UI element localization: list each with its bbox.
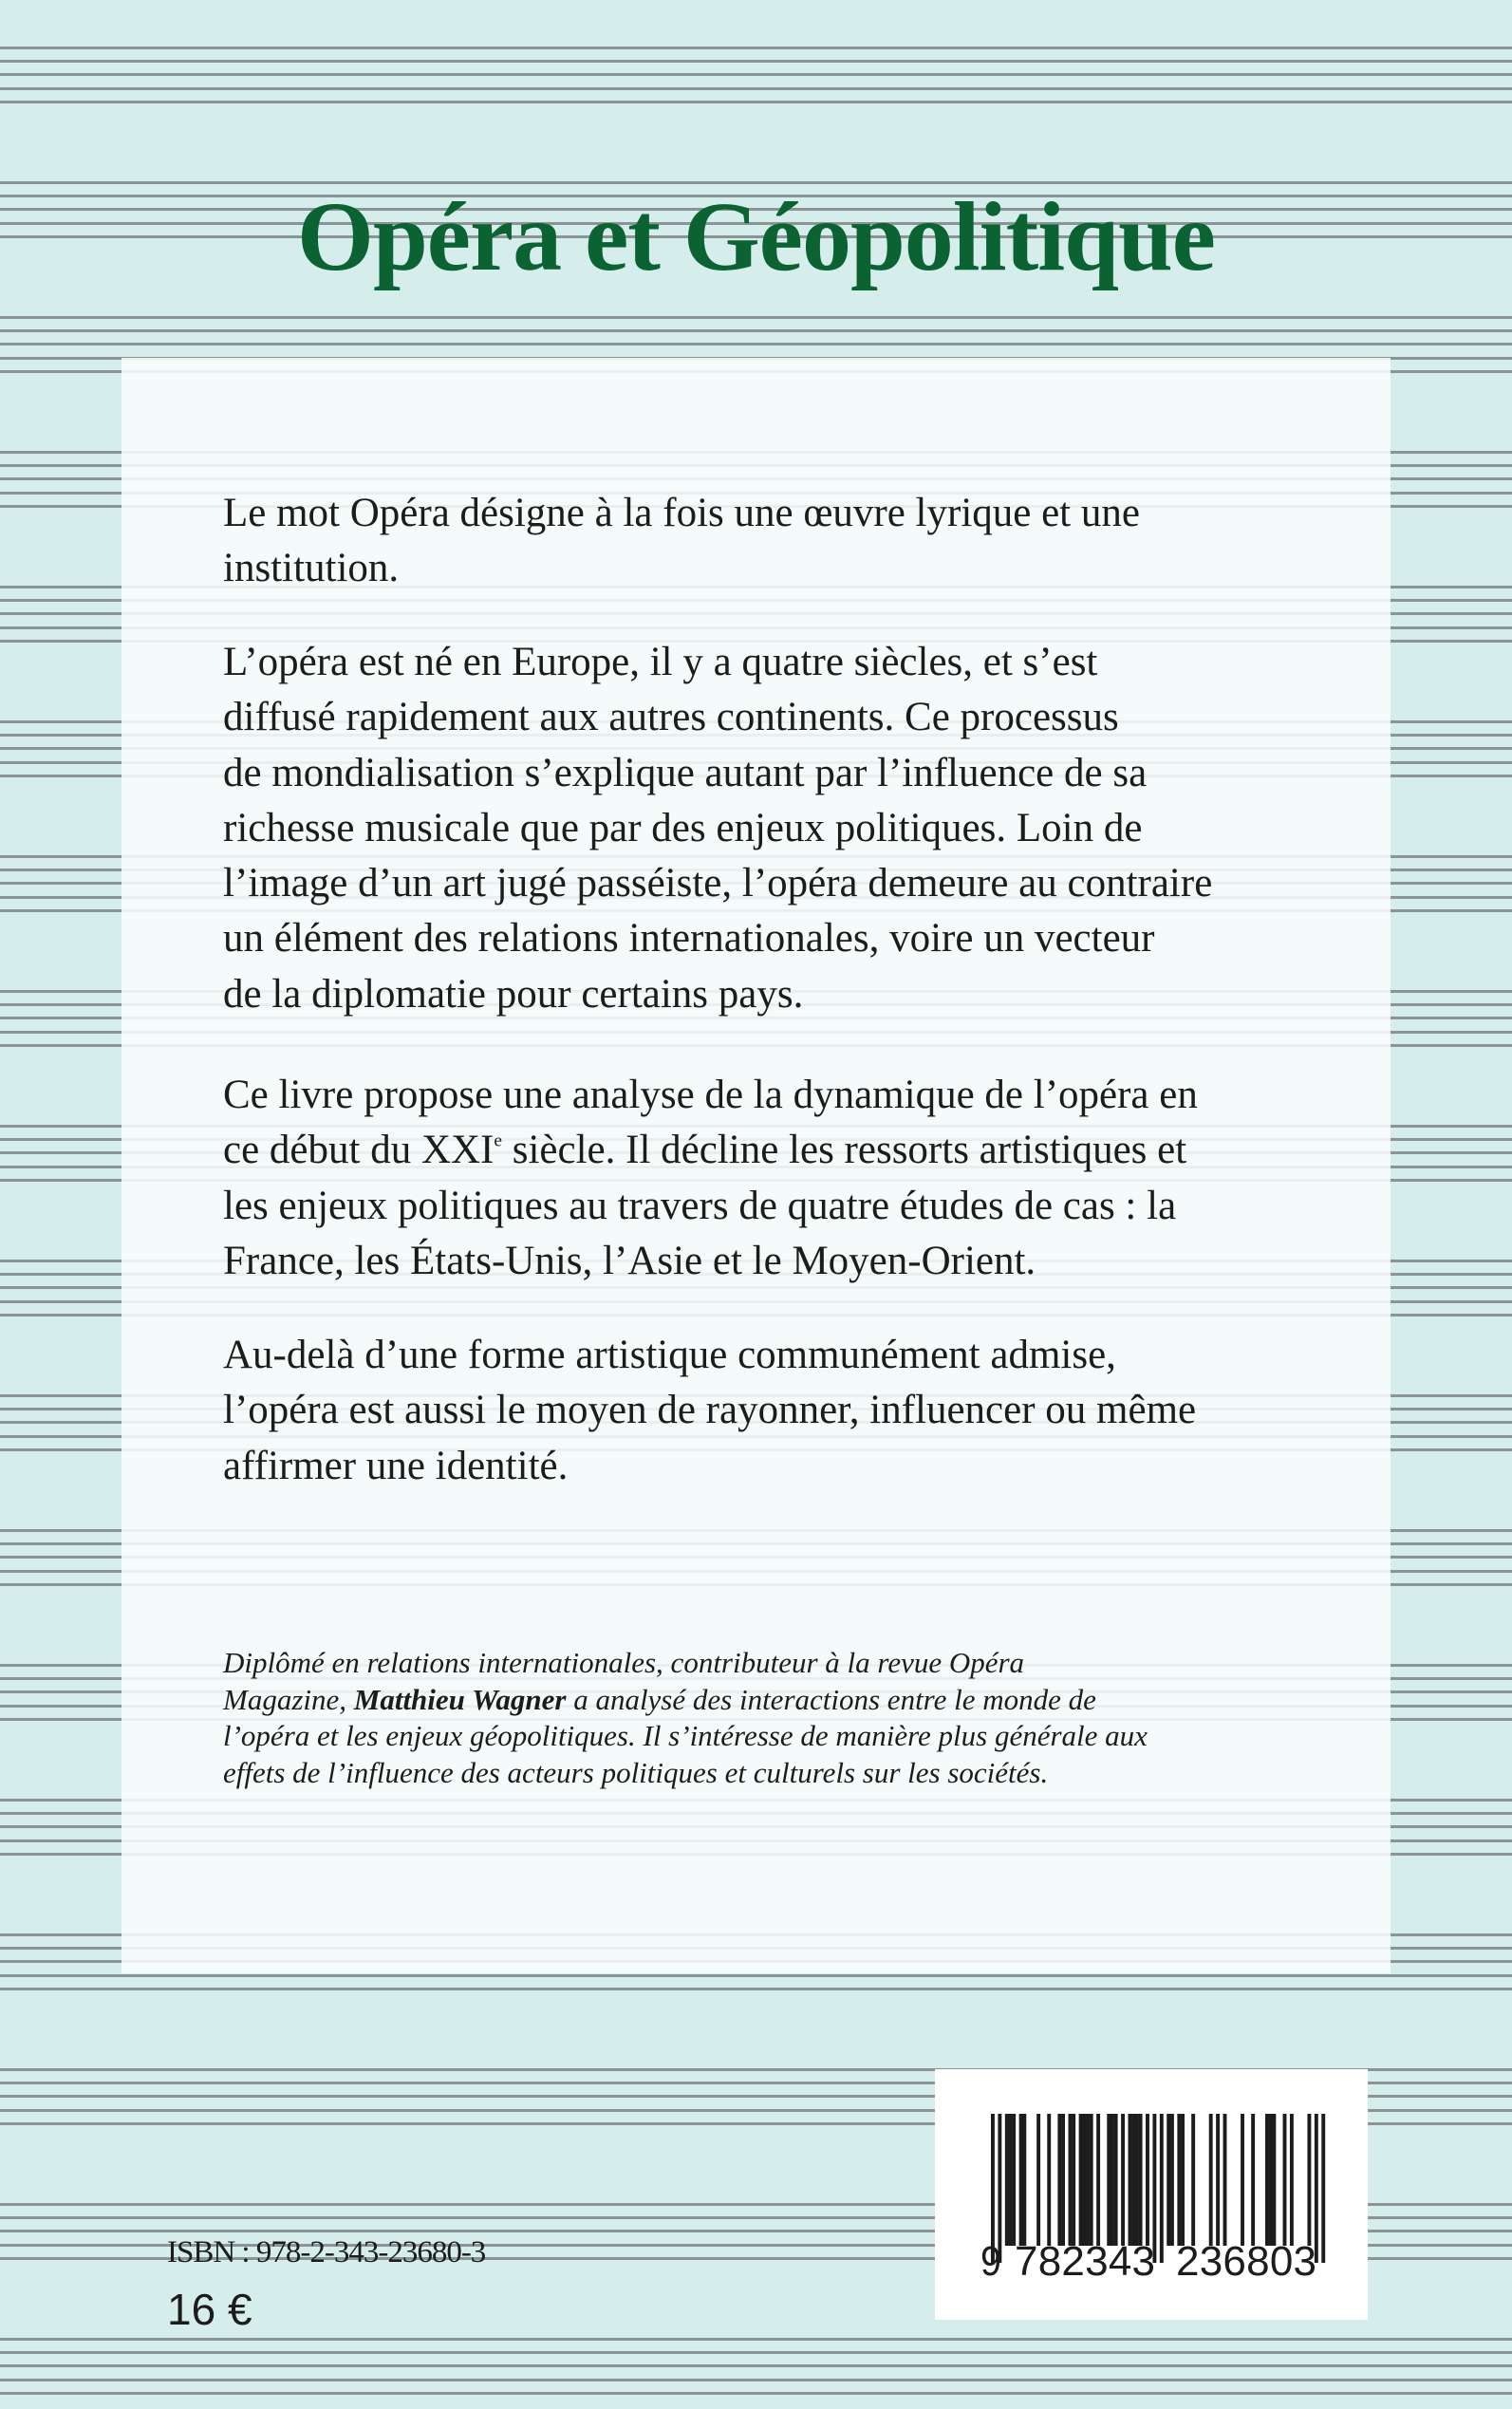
- barcode-bar: [1079, 2114, 1083, 2246]
- barcode-bar: [1177, 2114, 1181, 2246]
- barcode-bar: [1082, 2114, 1086, 2246]
- barcode-bar: [1019, 2114, 1023, 2246]
- barcode-bar: [1181, 2114, 1185, 2246]
- barcode-bar: [1129, 2114, 1132, 2246]
- barcode-bar: [1086, 2114, 1090, 2246]
- isbn-label: ISBN : 978-2-343-23680-3: [167, 2235, 486, 2269]
- blurb-paragraph-2: [223, 635, 1288, 1022]
- barcode-bar: [1251, 2114, 1255, 2246]
- barcode-bar: [1072, 2114, 1075, 2246]
- author-bio: [223, 1645, 1288, 1791]
- staff-line: [0, 343, 1512, 345]
- staff-line: [0, 101, 1512, 103]
- text-line: Diplômé en relations internationales, contributeur à la revue Opéra: [223, 1646, 1025, 1679]
- text-line: diffusé rapidement aux autres continents. Ce processus: [223, 695, 1119, 740]
- text-line: effets de l’influence des acteurs politiques et culturels sur les sociétés.: [223, 1755, 1049, 1789]
- staff-line: [0, 60, 1512, 63]
- text-line: France, les États-Unis, l’Asie et le Moyen-Orient.: [223, 1238, 1036, 1283]
- text-segment: ce début du XXI: [223, 1128, 495, 1173]
- text-line: institution.: [223, 546, 400, 591]
- text-line: de la diplomatie pour certains pays.: [223, 971, 804, 1017]
- barcode-bar: [1139, 2114, 1143, 2246]
- barcode-bar: [1009, 2114, 1013, 2246]
- barcode-bar: [1146, 2114, 1149, 2246]
- barcode-bar: [1135, 2114, 1139, 2246]
- barcode-bar: [1272, 2114, 1276, 2246]
- text-line: Ce livre propose une analyse de la dynamique de l’opéra en: [223, 1073, 1198, 1117]
- staff-line: [0, 2338, 1512, 2341]
- staff-line: [0, 329, 1512, 332]
- staff-line: [0, 87, 1512, 90]
- staff-line: [0, 2364, 1512, 2367]
- barcode-bar: [1111, 2114, 1114, 2246]
- author-name: Matthieu Wagner: [353, 1682, 567, 1716]
- barcode-bar: [1096, 2114, 1100, 2246]
- book-title: Opéra et Géopolitique: [297, 181, 1215, 291]
- text-line: l’opéra est aussi le moyen de rayonner, influencer ou même: [223, 1388, 1197, 1433]
- barcode-bar: [1216, 2114, 1220, 2246]
- barcode-bar: [1283, 2114, 1287, 2246]
- barcode-bar: [1209, 2114, 1213, 2246]
- text-line: [223, 1123, 1288, 1178]
- staff-line: [0, 2379, 1512, 2381]
- barcode-bar: [1307, 2114, 1311, 2246]
- blurb-paragraph-4: [223, 1328, 1288, 1494]
- text-segment: siècle. Il décline les ressorts artistiques et: [501, 1128, 1187, 1173]
- barcode-bar: [1061, 2114, 1065, 2246]
- blurb-paragraph-1: [223, 486, 1288, 597]
- text-segment: Magazine,: [223, 1682, 354, 1716]
- text-line: L’opéra est né en Europe, il y a quatre siècles, et s’est: [223, 640, 1098, 684]
- staff-line: [0, 47, 1512, 49]
- barcode-bar: [1090, 2114, 1093, 2246]
- barcode-bar: [1036, 2114, 1040, 2246]
- barcode-bar: [1114, 2114, 1118, 2246]
- barcode-bar: [1290, 2114, 1294, 2246]
- barcode-left-digits: 782343: [1015, 2238, 1155, 2285]
- text-line: l’opéra et les enjeux géopolitiques. Il s’intéresse de manière plus générale aux: [223, 1719, 1148, 1753]
- text-line: l’image d’un art jugé passéiste, l’opéra demeure au contraire: [223, 861, 1213, 906]
- barcode-bar: [1160, 2114, 1164, 2263]
- barcode-bar: [1241, 2114, 1244, 2246]
- text-line: [223, 1682, 1288, 1719]
- price: 16 €: [167, 2285, 252, 2334]
- text-line: affirmer une identité.: [223, 1443, 569, 1488]
- text-line: Au-delà d’une forme artistique communément admise,: [223, 1333, 1116, 1377]
- text-line: les enjeux politiques au travers de quatre études de cas : la: [223, 1183, 1177, 1228]
- barcode-bar: [1167, 2114, 1170, 2246]
- barcode-bar: [1321, 2114, 1325, 2263]
- staff-line: [0, 316, 1512, 319]
- staff-line: [0, 2392, 1512, 2395]
- barcode-bar: [1223, 2114, 1227, 2246]
- text-line: de mondialisation s’explique autant par l’influence de sa: [223, 750, 1148, 795]
- barcode-bar: [1057, 2114, 1061, 2246]
- barcode-bar: [1005, 2114, 1009, 2246]
- blurb-paragraph-3: [223, 1068, 1288, 1289]
- barcode-bar: [1191, 2114, 1195, 2246]
- barcode: [935, 2069, 1368, 2320]
- barcode-right-digits: 236803: [1176, 2238, 1316, 2285]
- barcode-bars: [935, 2069, 1368, 2320]
- barcode-bar: [1012, 2114, 1016, 2246]
- text-line: un élément des relations internationales, voire un vecteur: [223, 916, 1155, 962]
- barcode-bar: [1269, 2114, 1273, 2246]
- barcode-bar: [1069, 2114, 1073, 2246]
- barcode-bar: [1047, 2114, 1051, 2246]
- barcode-bar: [1265, 2114, 1269, 2246]
- barcode-bar: [1131, 2114, 1135, 2246]
- barcode-bar: [1170, 2114, 1174, 2246]
- staff-line: [0, 2351, 1512, 2354]
- text-line: richesse musicale que par des enjeux politiques. Loin de: [223, 805, 1143, 850]
- barcode-bar: [1107, 2114, 1111, 2246]
- staff-line: [0, 1988, 1512, 1990]
- barcode-bar: [1121, 2114, 1125, 2246]
- text-segment: a analysé des interactions entre le monde de: [566, 1682, 1096, 1716]
- barcode-first-digit: 9: [980, 2238, 1001, 2285]
- barcode-bar: [1022, 2114, 1026, 2246]
- staff-line: [0, 1974, 1512, 1977]
- superscript: e: [494, 1130, 502, 1151]
- text-line: Le mot Opéra désigne à la fois une œuvre lyrique et une: [223, 491, 1140, 535]
- staff-line: [0, 73, 1512, 76]
